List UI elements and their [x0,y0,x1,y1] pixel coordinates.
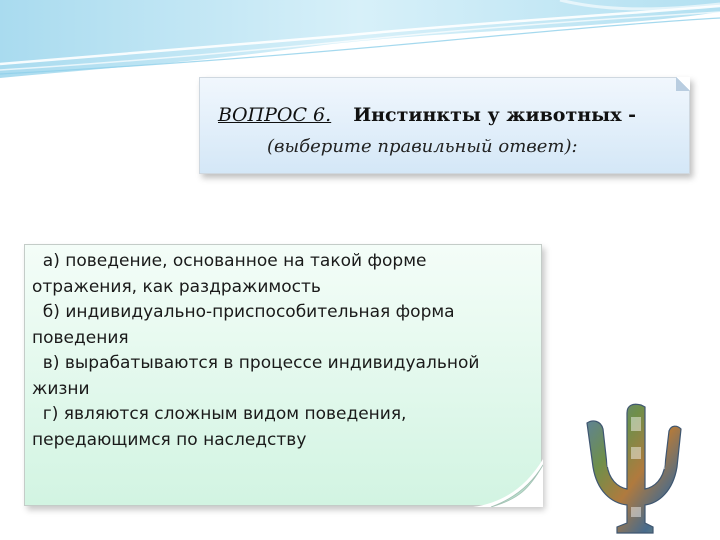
answer-line: жизни [32,378,90,399]
folded-corner [676,77,690,91]
question-title: Инстинкты у животных - [353,104,637,126]
question-number: ВОПРОС 6. [218,104,332,126]
answer-list [32,249,537,453]
answer-line: поведения [32,327,129,348]
question-card [199,77,690,174]
answer-option-a[interactable] [32,249,537,300]
question-hint: (выберите правильный ответ): [267,136,578,157]
answer-option-b[interactable] [32,300,537,351]
page-curl [473,459,543,507]
psi-letter-logo [583,395,683,535]
answers-card [24,244,542,506]
answer-option-d[interactable] [32,402,537,453]
answer-line: передающимся по наследству [32,429,307,450]
answer-line: а) поведение, основанное на такой форме [32,251,427,271]
answer-option-c[interactable] [32,351,537,402]
answer-line: б) индивидуально-приспособительная форма [32,302,455,322]
answer-line: отражения, как раздражимость [32,276,321,297]
answer-line: в) вырабатываются в процессе индивидуальной [32,353,480,373]
answer-line: г) являются сложным видом поведения, [32,404,407,424]
question-heading [218,104,688,126]
